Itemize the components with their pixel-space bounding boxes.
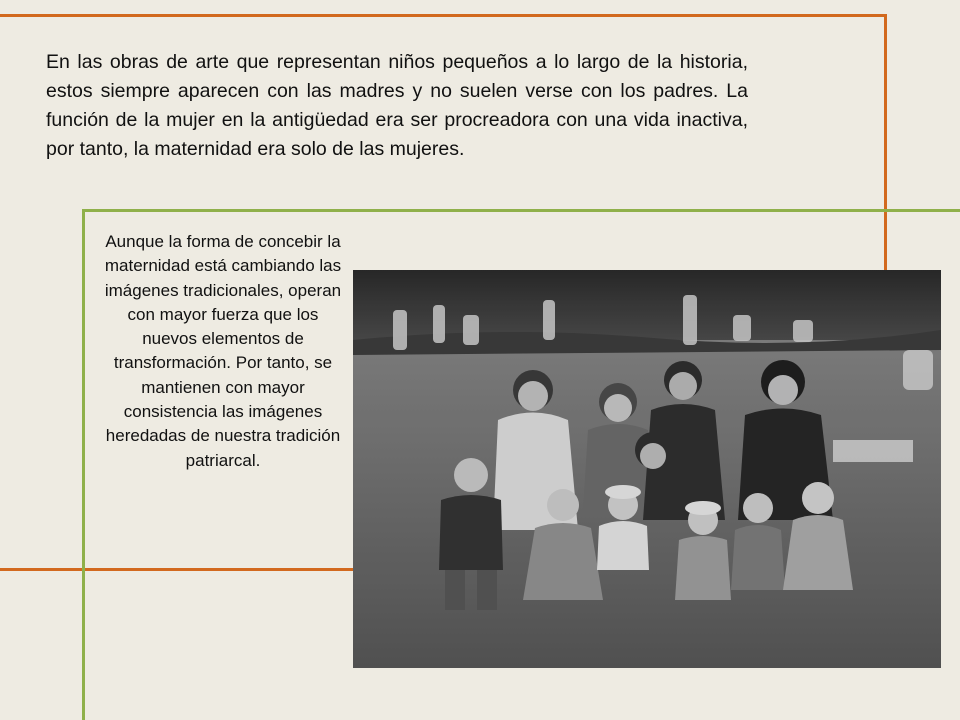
green-frame-top-line bbox=[82, 209, 960, 212]
orange-frame-bottom-line bbox=[0, 568, 355, 571]
orange-frame-right-line bbox=[884, 14, 887, 271]
side-paragraph: Aunque la forma de concebir la maternidad está cambiando las imágenes tradicionales, operan con mayor fuerza que los nuevos elementos de transformación. Por tanto, se mantienen con mayor consistencia las imágenes heredadas de nuestra tradición patriarcal. bbox=[104, 232, 342, 470]
orange-frame-top-line bbox=[0, 14, 887, 17]
photo-illustration bbox=[353, 270, 941, 668]
intro-paragraph: En las obras de arte que representan niños pequeños a lo largo de la historia, estos siempre aparecen con las madres y no suelen verse con los padres. La función de la mujer en la antigüedad era ser procreadora con una vida inactiva, por tanto, la maternidad era solo de las mujeres. bbox=[46, 51, 748, 160]
green-frame-left-line bbox=[82, 209, 85, 720]
family-group-photo bbox=[353, 270, 941, 668]
